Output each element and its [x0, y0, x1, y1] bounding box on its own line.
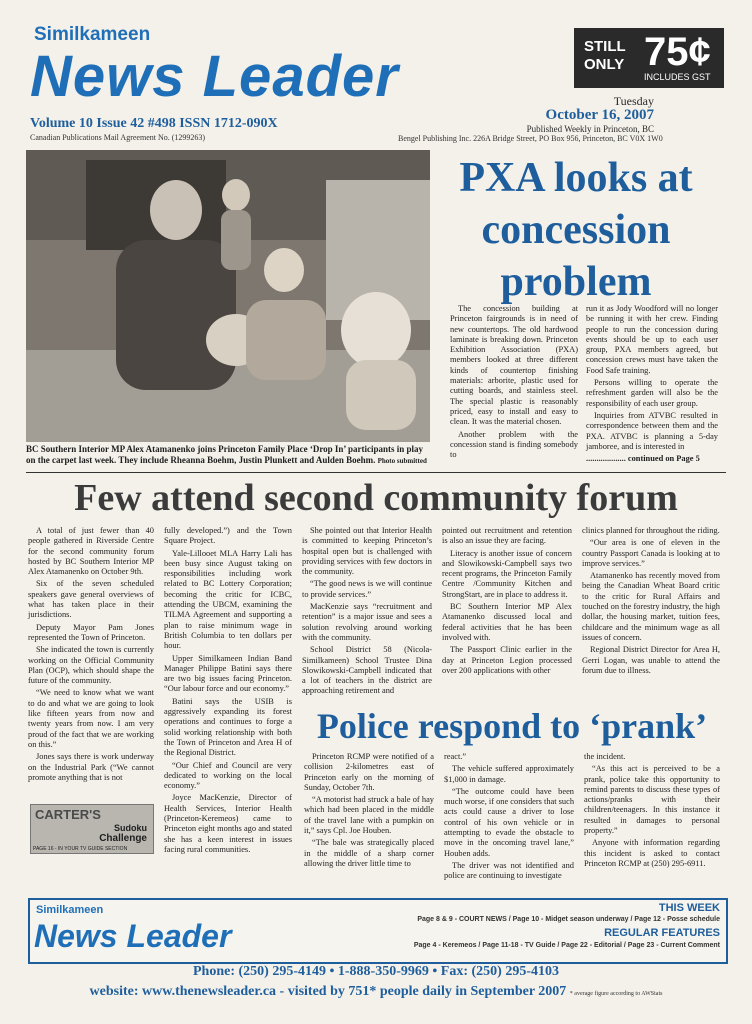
paragraph: Joyce MacKenzie, Director of Health Services, Interior Health (Princeton-Keremeos) came to Princeton eight months ago and stated she has a keen interest in issues facing rural communities.: [164, 793, 292, 854]
masthead-small-title: Similkameen: [34, 24, 151, 45]
website-footnote: * average figure according to AWStats: [569, 991, 663, 997]
paragraph: fully developed.”) and the Town Square Project.: [164, 526, 292, 546]
website-link[interactable]: website: www.thenewsleader.ca - visited by 751* people daily in September 2007: [89, 984, 567, 999]
paragraph: “As this act is perceived to be a prank, police take this opportunity to remind parents to discuss these types of actions/pranks with their children/teenagers. In this instance it resulted in damages to personal property.”: [584, 764, 720, 836]
paragraph: Jones says there is work underway on the Industrial Park (“We cannot promote anything that is not: [28, 752, 154, 782]
paragraph: Another problem with the concession stand is finding somebody to: [450, 429, 578, 460]
this-week-items: Page 8 & 9 - COURT NEWS / Page 10 - Midget season underway / Page 12 - Posse schedule: [417, 916, 720, 923]
issue-date: October 16, 2007: [545, 107, 654, 123]
paragraph: A total of just fewer than 40 people gathered in Riverside Centre for the second community forum hosted by BC Southern Interior MP Alex Atamanenko on October 9th.: [28, 526, 154, 577]
divider: [26, 472, 726, 473]
photo-illustration: [26, 150, 430, 442]
paragraph: react.”: [444, 752, 467, 761]
photo-caption: [26, 444, 430, 467]
issue-line: Volume 10 Issue 42 #498 ISSN 1712-090X: [30, 116, 278, 131]
sudoku-promo[interactable]: [30, 804, 154, 854]
paragraph: The vehicle suffered approximately $1,000 in damage.: [444, 764, 574, 784]
price-note: INCLUDES GST: [644, 72, 711, 82]
caption-text: BC Southern Interior MP Alex Atamanenko joins Princeton Family Place ‘Drop In’ participants in play on the carpet last week. They include Rheanna Boehm, Justin Plunkett and Aulden Boehm.: [26, 444, 424, 465]
issue-day: Tuesday: [613, 94, 654, 108]
price-box: [574, 28, 724, 88]
paragraph: Atamanenko has recently moved from being the Canadian Wheat Board critic to the critic for Rural Affairs and touched on the forestry industry, the high dollar, the housing market, tuition fees, childcare and the minimum wage as all issues of concern.: [582, 571, 720, 642]
pxa-headline-line: concession: [481, 207, 671, 253]
forum-column-3: [302, 526, 432, 699]
sudoku-label: Sudoku: [114, 823, 147, 833]
sudoku-challenge: Challenge: [99, 833, 147, 844]
pxa-headline-line: PXA looks at: [459, 155, 693, 201]
paragraph: School District 58 (Nicola-Similkameen) School Trustee Dina Slowikowski-Campbell indicated that a lot of teachers in the district are approaching retirement and: [302, 645, 432, 696]
masthead-title: News Leader: [30, 44, 399, 109]
footer-contact: Phone: (250) 295-4149 • 1-888-350-9969 • Fax: (250) 295-4103: [193, 964, 559, 979]
forum-column-1: [28, 526, 154, 785]
this-week-label: THIS WEEK: [658, 902, 720, 914]
pxa-headline: [440, 152, 712, 308]
pxa-column-1: [450, 304, 578, 462]
publisher-line: Bengel Publishing Inc. 226A Bridge Street, PO Box 956, Princeton, BC V0X 1W0: [398, 134, 663, 143]
paragraph: “Our area is one of eleven in the country Passport Canada is looking at to improve services.”: [582, 538, 720, 568]
paragraph: Upper Similkameen Indian Band Manager Philippe Batini says there are two big issues facing Princeton. “Our labour force and our economy.”: [164, 653, 292, 694]
photo-credit: Photo submitted: [377, 457, 427, 465]
sudoku-brand: CARTER'S: [35, 807, 101, 822]
paragraph: “The outcome could have been much worse, if one considers that such acts could cause a driver to lose control of his own vehicle or in attempting to evade the obstacle to move in the oncoming travel lane,” Houben adds.: [444, 786, 575, 858]
paragraph: “We need to know what we want to do and what we are going to look like fifteen years from now and twenty years from now. I am very proud of the fact that we are working on this.”: [28, 688, 154, 749]
paragraph: Regional District Director for Area H, Gerri Logan, was unable to attend the forum due to illness.: [582, 645, 720, 675]
paragraph: Literacy is another issue of concern and Slowikowski-Campbell says two recent programs, the Princeton Family Centre /Community Kitchen and StrongStart, are in place to address it.: [442, 548, 572, 599]
paragraph: MacKenzie says “recruitment and retention” is a major issue and sees a solution revolving around working with the community.: [302, 602, 432, 642]
price-still-label: STILL: [584, 38, 626, 55]
mail-agreement: Canadian Publications Mail Agreement No. (1299263): [30, 133, 206, 142]
paragraph: Six of the seven scheduled speakers gave general overviews of what has taken place in their jurisdictions.: [28, 579, 154, 620]
footer-title: News Leader: [34, 918, 232, 954]
footer-website: [0, 984, 752, 1000]
paragraph: “The good news is we will continue to provide services.”: [302, 579, 432, 599]
paragraph: “A motorist had struck a bale of hay which had been placed in the middle of the travel lane with a pumpkin on it,” says Cpl. Joe Houben.: [304, 795, 434, 836]
footer-box: [28, 898, 728, 964]
paragraph: run it as Jody Woodford will no longer be running it with her crew. Finding people to run the concession during events should be up to each user group, PXA members agreed, but concession crews must have taken the Food Safe training.: [586, 304, 718, 375]
paragraph: the incident.: [584, 752, 626, 761]
paragraph: Princeton RCMP were notified of a collision 2-kilometres east of Princeton early on the morning of Sunday, October 7th.: [304, 752, 434, 792]
forum-column-4: [442, 526, 572, 678]
pxa-headline-line: problem: [500, 259, 652, 305]
paragraph: Inquiries from ATVBC resulted in correspondence between them and the PXA. ATVBC is planning a 5-day jamboree, and is interested in: [586, 410, 718, 451]
published-weekly: Published Weekly in Princeton, BC: [526, 124, 654, 134]
sudoku-footer: PAGE 16 - IN YOUR TV GUIDE SECTION: [33, 846, 128, 852]
regular-features-items: Page 4 - Keremeos / Page 11-18 - TV Guide / Page 22 - Editorial / Page 23 - Current Comment: [413, 942, 720, 949]
forum-column-2: [164, 526, 292, 857]
price-only-label: ONLY: [584, 56, 625, 73]
paragraph: BC Southern Interior MP Alex Atamanenko discussed local and federal activities that he has been involved with.: [442, 602, 572, 642]
paragraph: The Passport Clinic earlier in the day at Princeton Legion processed over 200 applications with other: [442, 645, 572, 675]
front-photo: [26, 150, 430, 442]
paragraph: Deputy Mayor Pam Jones represented the Town of Princeton.: [28, 622, 154, 642]
paragraph: Persons willing to operate the refreshment garden will also be the responsibility of each user group.: [586, 378, 718, 408]
paragraph: Batini says the USIB is aggressively expanding its forest operations and continues to forge a solid working relationship with both the Town of Princeton and Area H of the Regional District.: [164, 696, 292, 758]
forum-headline: Few attend second community forum: [74, 477, 678, 519]
paragraph: Anyone with information regarding this incident is asked to contact Princeton RCMP at (250) 295-6911.: [584, 838, 720, 868]
paragraph: The concession building at Princeton fairgrounds is in need of new countertops. The old hardwood laminate is breaking down. Princeton Exhibition Association (PXA) members looked at three different kinds of countertop finishing materials: arborite, plastic used for cutting boards, and stainless steel. The special plastic is reasonably priced, easy to install and easy to clean. It was the material chosen.: [450, 304, 578, 427]
paragraph: “Our Chief and Council are very dedicated to working on the local economy.”: [164, 760, 292, 791]
paragraph: “The bale was strategically placed in the middle of a sharp corner allowing the driver little time to: [304, 838, 434, 868]
police-column-3: [584, 752, 720, 871]
police-column-1: [304, 752, 434, 871]
regular-features-label: REGULAR FEATURES: [604, 927, 720, 939]
paragraph: clinics planned for throughout the riding.: [582, 526, 720, 535]
paragraph: The driver was not identified and police are continuing to investigate: [444, 860, 574, 881]
continued-link[interactable]: ................... continued on Page 5: [586, 454, 700, 464]
forum-column-5: [582, 526, 720, 678]
police-headline: Police respond to ‘prank’: [316, 706, 708, 746]
pxa-column-2: [586, 304, 718, 466]
paragraph: pointed out recruitment and retention is also an issue they are facing.: [442, 526, 572, 546]
paragraph: She pointed out that Interior Health is committed to keeping Princeton’s hospital open but is challenged with providing services with few doctors in the community.: [302, 526, 432, 577]
paragraph: Yale-Lillooet MLA Harry Lali has been busy since August taking on responsibilities including work related to BC Lottery Corporation; becoming the critic for ICBC, attending the UBCM, examining the TILMA Agreement and supporting a plan to raise minimum wage in British Columbia to ten dollars per hour.: [164, 548, 292, 651]
paragraph: She indicated the town is currently working on the Official Community Plan (OCP), which should shape the future of the community.: [28, 645, 154, 686]
dateline: [527, 94, 654, 136]
price-amount: 75¢: [644, 30, 711, 74]
footer-small-title: Similkameen: [36, 904, 104, 916]
police-column-2: [444, 752, 574, 884]
